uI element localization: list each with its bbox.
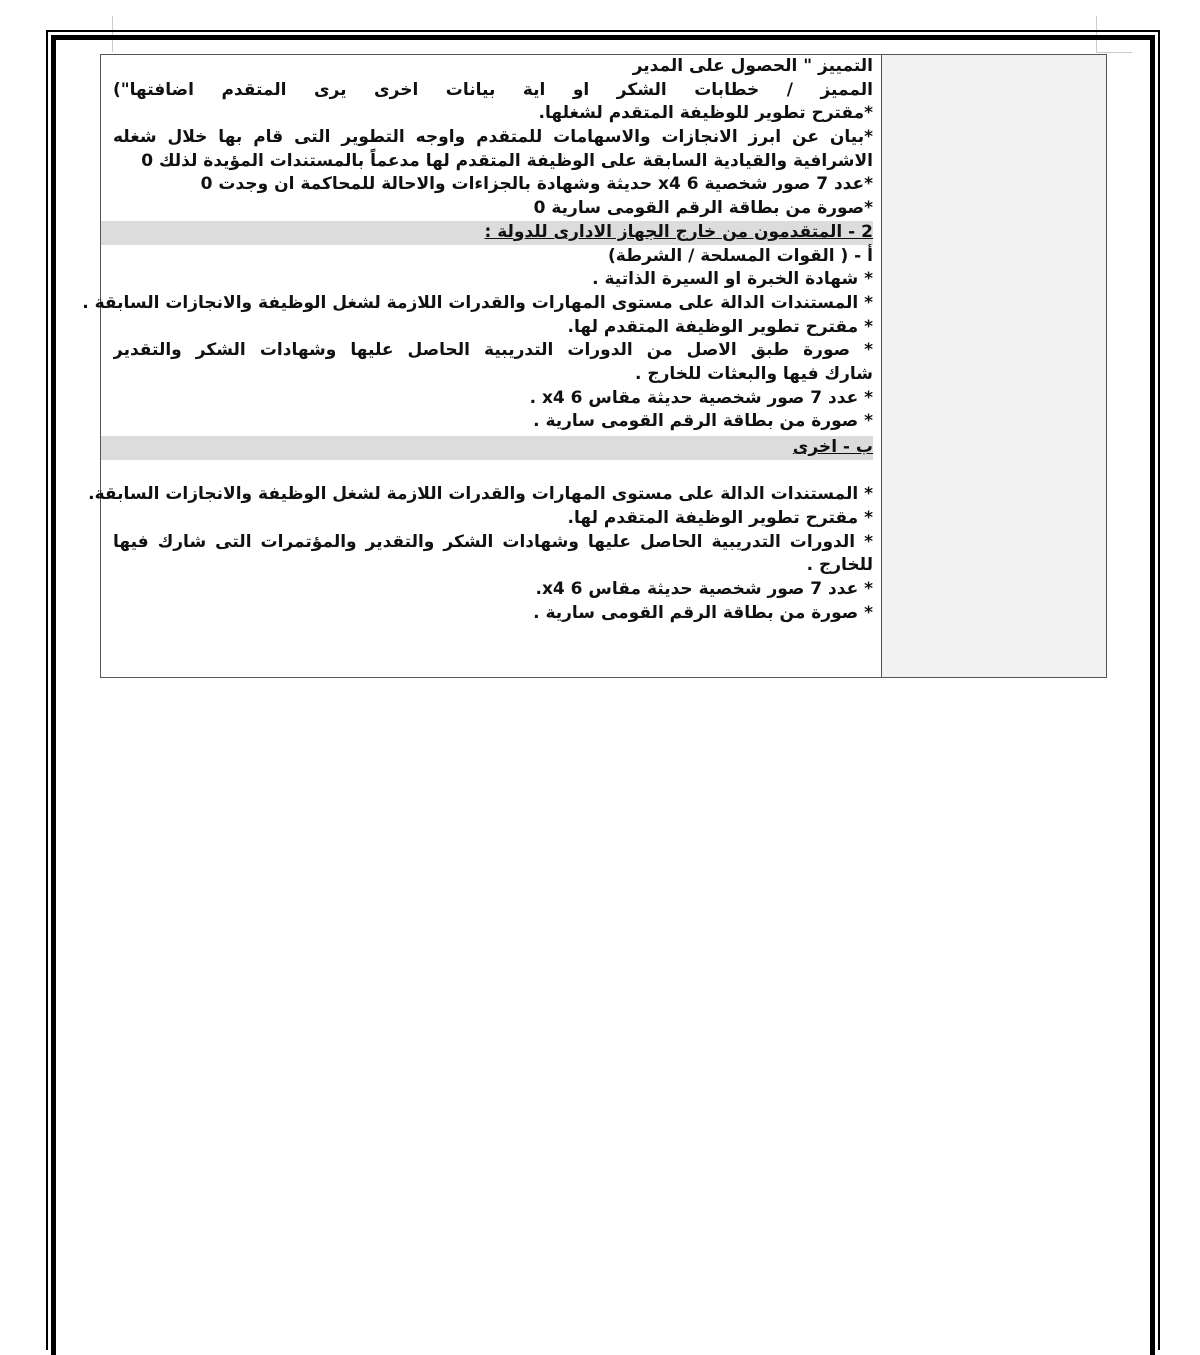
text-line: شارك فيها والبعثات للخارج . (635, 363, 873, 384)
text-line: للخارج . (806, 555, 873, 576)
text-line: * المستندات الدالة على مستوى المهارات والقدرات اللازمة لشغل الوظيفة والانجازات السابقة . (82, 292, 873, 313)
section-heading-text: 2 - المتقدمون من خارج الجهاز الادارى للدولة : (484, 221, 873, 242)
text-line: *بيان عن ابرز الانجازات والاسهامات للمتقدم واوجه التطوير التى قام بها خلال شغله (113, 127, 873, 148)
text-line: * صورة طبق الاصل من الدورات التدريبية الحاصل عليها وشهادات الشكر والتقدير (113, 340, 873, 361)
text-line: * صورة من بطاقة الرقم القومى سارية . (533, 602, 873, 623)
blank-line (113, 460, 873, 484)
text-line: * المستندات الدالة على مستوى المهارات والقدرات اللازمة لشغل الوظيفة والانجازات السابقة. (88, 484, 873, 505)
text-line: *مقترح تطوير للوظيفة المتقدم لشغلها. (538, 103, 873, 124)
text-line: * مقترح تطوير الوظيفة المتقدم لها. (567, 316, 873, 337)
text-line: * عدد 7 صور شخصية حديثة مقاس 6 x4. (535, 579, 873, 600)
text-line: * شهادة الخبرة او السيرة الذاتية . (592, 269, 873, 290)
subsection-heading-text: ب - اخرى (792, 437, 873, 457)
requirements-table (82, 54, 1107, 678)
subsection-heading (101, 436, 873, 460)
text-line: المميز / خطابات الشكر او اية بيانات اخرى يرى المتقدم اضافتها") (113, 79, 873, 100)
text-line: *صورة من بطاقة الرقم القومى سارية 0 (533, 198, 873, 219)
text-line: التمييز " الحصول على المدير (632, 56, 873, 76)
text-line: * صورة من بطاقة الرقم القومى سارية . (533, 411, 873, 432)
requirements-cell (82, 55, 873, 626)
text-line: * الدورات التدريبية الحاصل عليها وشهادات الشكر والتقدير والمؤتمرات التى شارك فيها (113, 531, 873, 552)
subsection-heading: أ - ( القوات المسلحة / الشرطة) (608, 245, 873, 266)
section-heading (101, 221, 873, 245)
text-line: *عدد 7 صور شخصية 6 x4 حديثة وشهادة بالجزاءات والاحالة للمحاكمة ان وجدت 0 (200, 174, 873, 195)
text-line: * عدد 7 صور شخصية حديثة مقاس 6 x4 . (529, 387, 873, 408)
text-line: * مقترح تطوير الوظيفة المتقدم لها. (567, 508, 873, 529)
label-column-cell (881, 55, 1106, 677)
text-line: الاشرافية والقيادية السابقة على الوظيفة المتقدم لها مدعماً بالمستندات المؤيدة لذلك 0 (141, 150, 873, 171)
